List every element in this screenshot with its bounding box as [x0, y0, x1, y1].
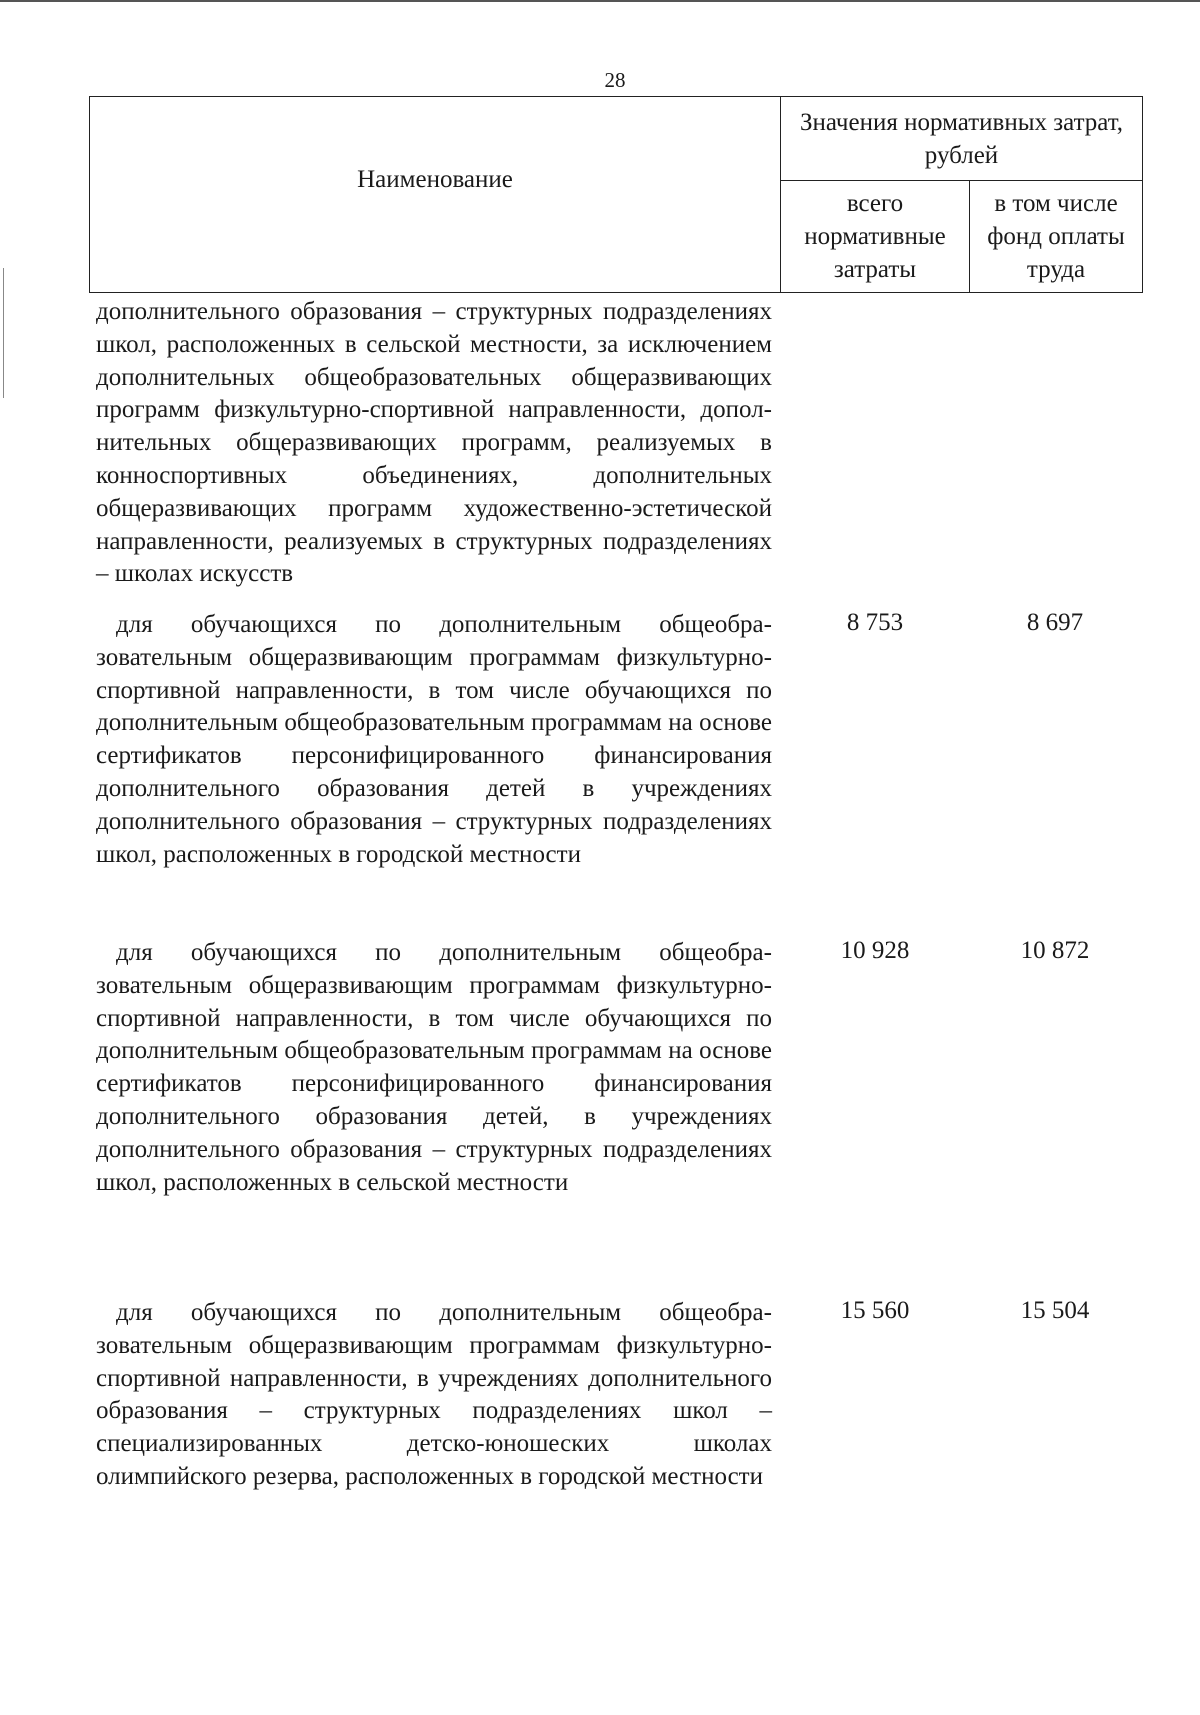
table-row-text: для обучающихся по дополнительным общеобразовательным общеразвивающим программам физкультурно-спортивной направленности, в том числе обучающихся по дополнительным общеобразовательным программам на основе сертификатов персонифицированного финансирования дополнительного образования детей, в учреждениях дополнительного образования – структурных подразделениях школ, расположенных в сельской местности: [96, 939, 772, 1196]
row-wage-value: 8 697: [1026, 609, 1084, 636]
header-wage-column: в том числе фонд оплаты труда: [987, 190, 1125, 283]
row-total-value: 8 753: [846, 609, 904, 636]
header-values-group: Значения нормативных затрат, рублей: [781, 97, 1142, 181]
row-total-value: 10 928: [840, 937, 910, 964]
table-header: [89, 96, 1143, 293]
row-wage-value: 10 872: [1020, 937, 1090, 964]
row-wage-value: 15 504: [1020, 1297, 1090, 1324]
left-margin-rule: [3, 268, 4, 398]
page-number: 28: [604, 68, 626, 92]
table-row-text: дополнительного образования – структурных подразделениях школ, расположенных в сельской местности, за исключением дополнительных общеобразовательных общеразвивающих программ физкультурно-спортивной направленности, дополнительных общеразвивающих программ, реализуемых в конноспортивных объединениях, дополнительных общеразвивающих программ художественно-эстетической направленности, реализуемых в структурных подразделениях – школах искусств: [96, 298, 772, 588]
top-rule: [0, 0, 1200, 2]
header-name-column: Наименование: [90, 97, 781, 292]
header-total-column: всего нормативные затраты: [781, 181, 970, 292]
table-row-text: для обучающихся по дополнительным общеобразовательным общеразвивающим программам физкультурно-спортивной направленности, в учреждениях дополнительного образования – структурных подразделениях школ – специализированных детско-юношеских школах олимпийского резерва, расположенных в городской местности: [96, 1299, 772, 1490]
table-row-text: для обучающихся по дополнительным общеобразовательным общеразвивающим программам физкультурно-спортивной направленности, в том числе обучающихся по дополнительным общеобразовательным программам на основе сертификатов персонифицированного финансирования дополнительного образования детей в учреждениях дополнительного образования – структурных подразделениях школ, расположенных в городской местности: [96, 611, 772, 868]
row-total-value: 15 560: [840, 1297, 910, 1324]
